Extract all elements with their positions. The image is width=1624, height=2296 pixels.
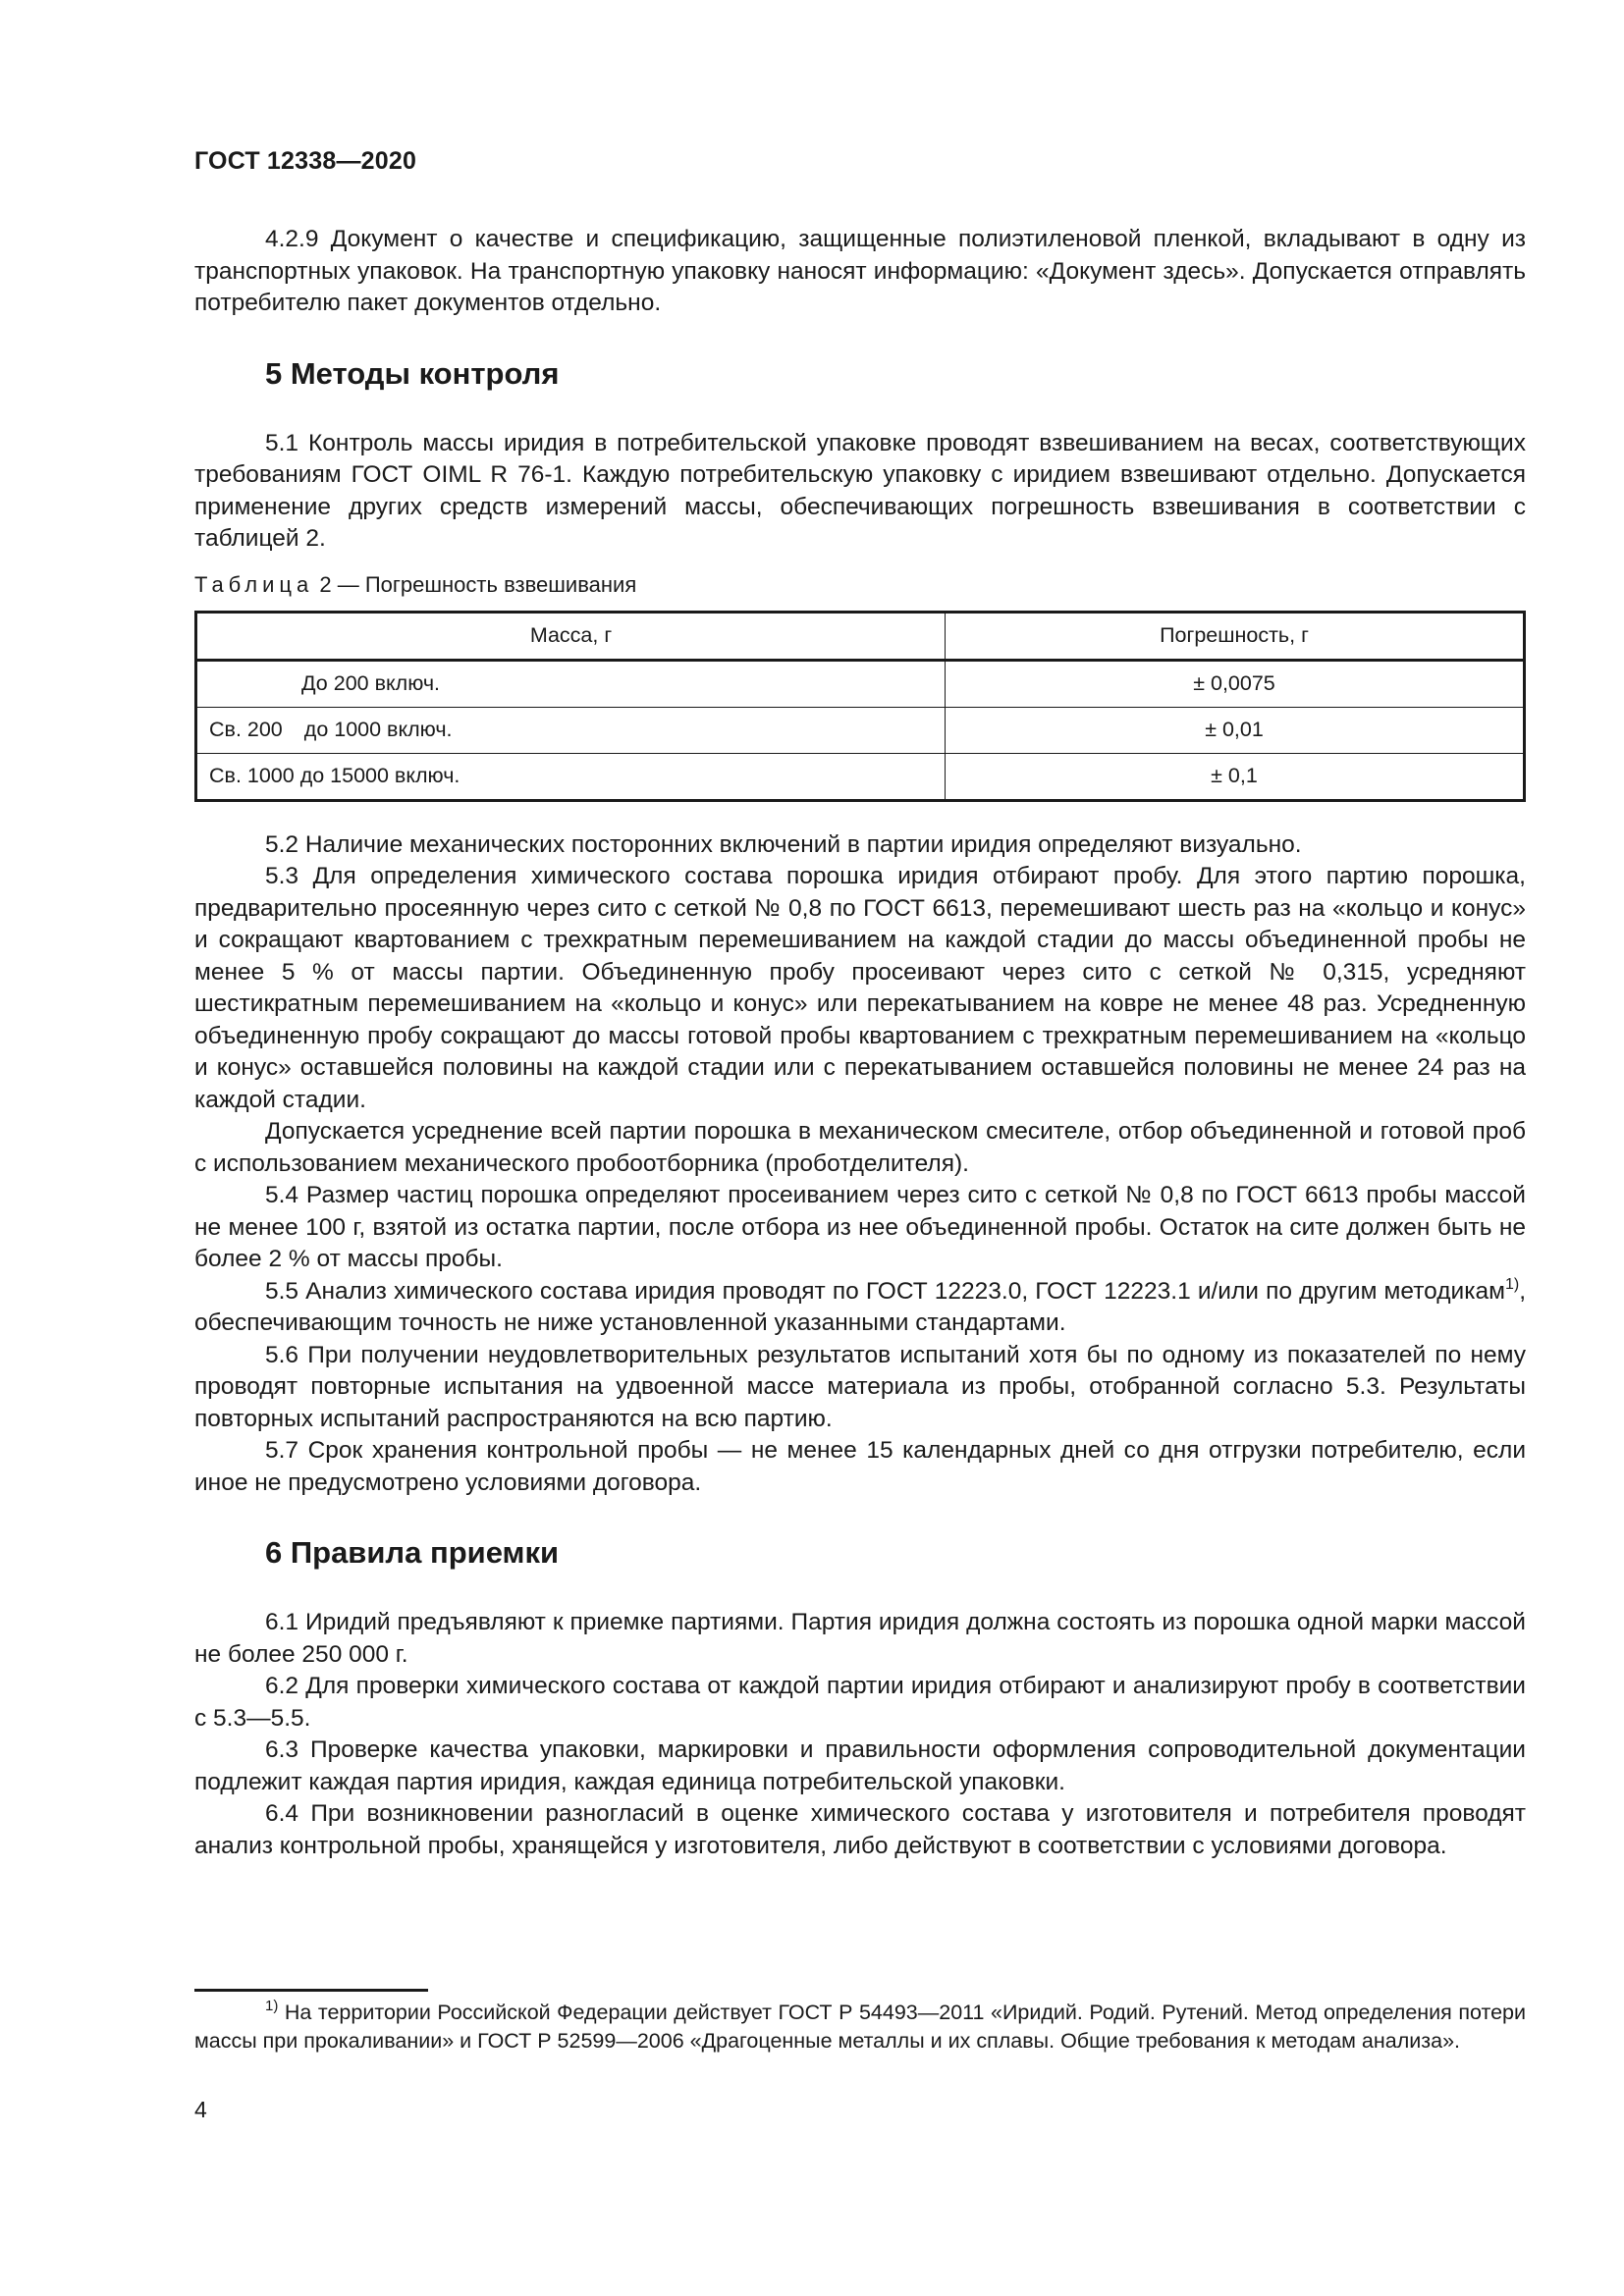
- paragraph-5-7: 5.7 Срок хранения контрольной пробы — не менее 15 календарных дней со дня отгрузки потребителю, если иное не предусмотрено условиями договора.: [194, 1437, 1526, 1496]
- page-number: 4: [194, 2097, 207, 2122]
- paragraph-5-4: 5.4 Размер частиц порошка определяют просеиванием через сито с сеткой № 0,8 по ГОСТ 6613 пробы массой не менее 100 г, взятой из остатка партии, после отбора из нее объединенной пробы. Остаток на сите должен быть не более 2 % от массы пробы.: [194, 1182, 1526, 1272]
- paragraph-6-3: 6.3 Проверке качества упаковки, маркировки и правильности оформления сопроводительной документации подлежит каждая партия иридия, каждая единица потребительской упаковки.: [194, 1736, 1526, 1795]
- table-cell-error: ± 0,01: [946, 707, 1525, 753]
- paragraph-6-4: 6.4 При возникновении разногласий в оценке химического состава у изготовителя и потребителя проводят анализ контрольной пробы, хранящейся у изготовителя, либо действуют в соответствии с условиями договора.: [194, 1800, 1526, 1859]
- paragraph-5-1: 5.1 Контроль массы иридия в потребительской упаковке проводят взвешиванием на весах, соответствующих требованиям ГОСТ OIML R 76-1. Каждую потребительскую упаковку с иридием взвешивают отдельно. Допускается применение других средств измерений массы, обеспечивающих погрешность взвешивания в соответствии с таблицей 2.: [194, 429, 1526, 552]
- weighing-error-table: [194, 611, 1526, 802]
- table-cell-mass: [196, 753, 946, 800]
- section-title-5: 5 Методы контроля: [265, 355, 560, 391]
- paragraph-5-6: 5.6 При получении неудовлетворительных результатов испытаний хотя бы по одному из показателей по нему проводят повторные испытания на удвоенной массе материала из пробы, отобранной согласно 5.3. Результаты повторных испытаний распространяются на всю партию.: [194, 1341, 1526, 1432]
- table-caption: [194, 571, 1526, 599]
- document-body: [194, 224, 1526, 1862]
- paragraph-5-5: [194, 1276, 1526, 1340]
- footnote-divider: [194, 1989, 428, 1992]
- mass-range-text: До 200 включ.: [301, 671, 441, 696]
- footnote-text: На территории Российской Федерации действует ГОСТ Р 54493—2011 «Иридий. Родий. Рутений. Метод определения потери массы при прокаливании» и ГОСТ Р 52599—2006 «Драгоценные металлы и их сплавы. Общие требования к методам анализа».: [194, 2001, 1526, 2053]
- footnote: [194, 1999, 1526, 2055]
- mass-range-text-upper: до 1000 включ.: [303, 718, 453, 742]
- table-caption-text: 2 — Погрешность взвешивания: [313, 571, 637, 597]
- paragraph-5-5-text: 5.5 Анализ химического состава иридия проводят по ГОСТ 12223.0, ГОСТ 12223.1 и/или по другим методикам: [265, 1277, 1505, 1305]
- table-row: [196, 660, 1525, 707]
- section-title-6: 6 Правила приемки: [265, 1535, 560, 1570]
- table-cell-error: ± 0,0075: [946, 660, 1525, 707]
- table-cell-mass: [196, 660, 946, 707]
- table-cell-mass: [196, 707, 946, 753]
- paragraph-6-2: 6.2 Для проверки химического состава от каждой партии иридия отбирают и анализируют пробу в соответствии с 5.3—5.5.: [194, 1673, 1526, 1732]
- document-header: ГОСТ 12338—2020: [194, 147, 417, 175]
- table-header-row: [196, 612, 1525, 660]
- mass-range-text: Св. 1000 до 15000 включ.: [209, 764, 460, 788]
- table-cell-error: ± 0,1: [946, 753, 1525, 800]
- paragraph-4-2-9: 4.2.9 Документ о качестве и спецификацию, защищенные полиэтиленовой пленкой, вкладывают в одну из транспортных упаковок. На транспортную упаковку наносят информацию: «Документ здесь». Допускается отправлять потребителю пакет документов отдельно.: [194, 226, 1526, 316]
- paragraph-6-1: 6.1 Иридий предъявляют к приемке партиями. Партия иридия должна состоять из порошка одной марки массой не более 250 000 г.: [194, 1609, 1526, 1668]
- table-header-error: Погрешность, г: [946, 612, 1525, 660]
- table-caption-label: Таблица: [194, 571, 314, 597]
- table-header-mass: Масса, г: [196, 612, 946, 660]
- paragraph-5-3-continued: Допускается усреднение всей партии порошка в механическом смесителе, отбор объединенной и готовой проб с использованием механического пробоотборника (проботделителя).: [194, 1118, 1526, 1177]
- paragraph-5-5-text-end: , обеспечивающим точность не ниже установленной указанными стандартами.: [194, 1277, 1526, 1336]
- footnote-reference[interactable]: 1): [1504, 1275, 1520, 1293]
- paragraph-5-3: 5.3 Для определения химического состава порошка иридия отбирают пробу. Для этого партию порошка, предварительно просеянную через сито с сеткой № 0,8 по ГОСТ 6613, перемешивают шесть раз на «кольцо и конус» и сокращают квартованием с трехкратным перемешиванием на каждой стадии до массы объединенной пробы не менее 5 % от массы партии. Объединенную пробу просеивают через сито с сеткой № 0,315, усредняют шестикратным перемешиванием на «кольцо и конус» или перекатыванием на ковре не менее 48 раз. Усредненную объединенную пробу сокращают до массы готовой пробы квартованием с трехкратным перемешиванием на «кольцо и конус» оставшейся половины на каждой стадии или с перекатыванием оставшейся половины не менее 24 раз на каждой стадии.: [194, 863, 1526, 1113]
- table-row: [196, 753, 1525, 800]
- footnote-marker: 1): [265, 1998, 279, 2014]
- paragraph-5-2: 5.2 Наличие механических посторонних включений в партии иридия определяют визуально.: [265, 830, 1302, 858]
- table-row: [196, 707, 1525, 753]
- mass-range-text: Св. 200: [209, 718, 283, 742]
